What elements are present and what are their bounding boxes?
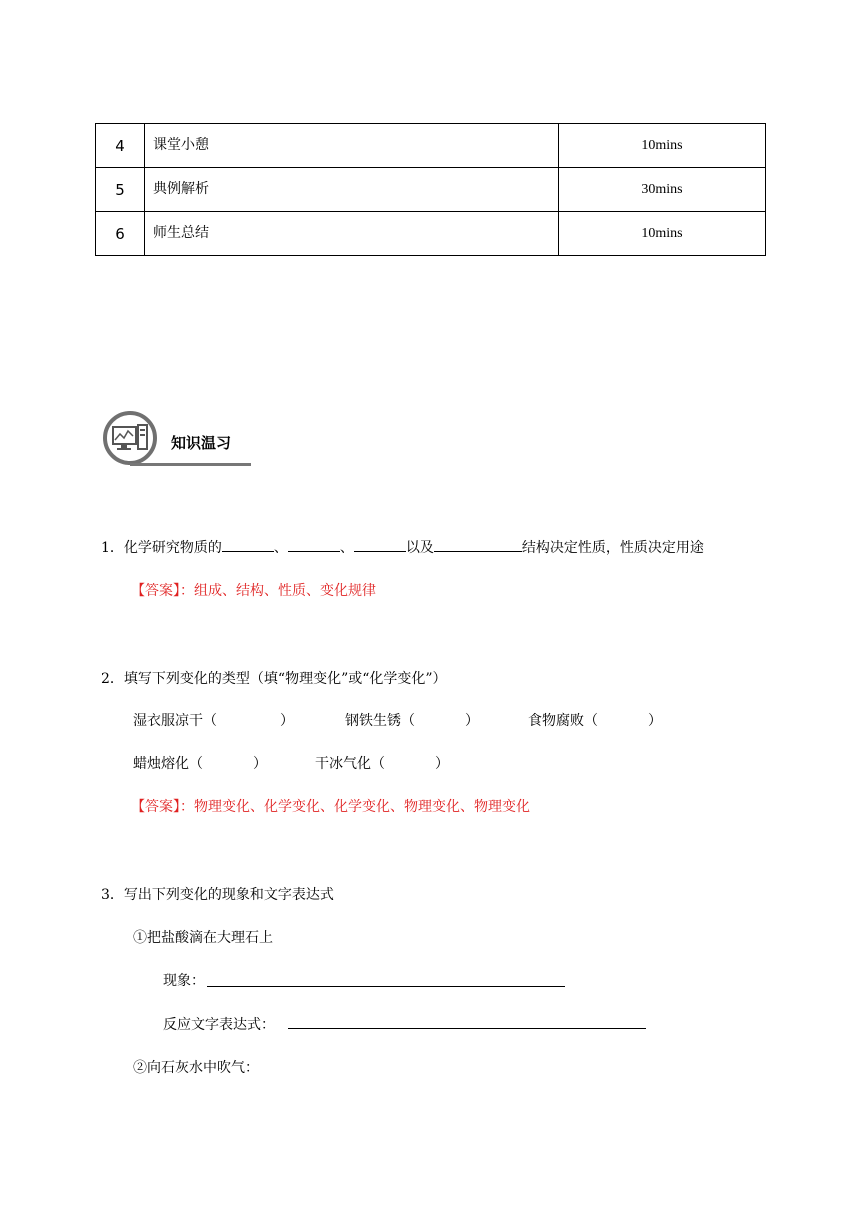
section-title: 知识温习	[171, 434, 232, 452]
question-2: 2．填写下列变化的类型（填“物理变化”或“化学变化”）	[101, 671, 447, 687]
row-item: 师生总结	[145, 212, 559, 256]
row-time: 10mins	[559, 212, 766, 256]
blank-item: 钢铁生锈（ ）	[345, 713, 479, 729]
blank-item: 食物腐败（ ）	[528, 713, 662, 729]
question-number: 2．	[101, 671, 124, 687]
answer-1	[131, 580, 376, 600]
table-row	[96, 124, 766, 168]
question-number: 1．	[101, 540, 124, 556]
answer-text: 组成、结构、性质、变化规律	[194, 583, 376, 599]
row-item: 课堂小憩	[145, 124, 559, 168]
answer-label: 【答案】：	[131, 799, 194, 815]
blank-item: 湿衣服凉干（ ）	[133, 713, 294, 729]
answer-text: 物理变化、化学变化、化学变化、物理变化、物理变化	[194, 799, 530, 815]
question-1: 1．化学研究物质的 、 、 以及 结构决定性质，性质决定用途	[101, 537, 704, 557]
answer-blank[interactable]	[288, 537, 340, 552]
expression-label: 反应文字表达式：	[163, 1017, 275, 1033]
answer-blank[interactable]	[434, 537, 522, 552]
row-number: 6	[96, 212, 145, 256]
table-row	[96, 212, 766, 256]
answer-blank[interactable]	[354, 537, 406, 552]
computer-icon	[102, 410, 162, 468]
question-3: 3．写出下列变化的现象和文字表达式	[101, 887, 334, 903]
schedule-table	[95, 123, 766, 256]
phenomenon-line[interactable]	[207, 986, 565, 987]
row-item: 典例解析	[145, 168, 559, 212]
row-number: 5	[96, 168, 145, 212]
answer-2	[131, 796, 530, 816]
question-number: 3．	[101, 887, 124, 903]
section-underline	[130, 463, 251, 466]
answer-label: 【答案】：	[131, 583, 194, 599]
blank-item: 蜡烛熔化（ ）	[133, 756, 267, 772]
sub-question-2: ②向石灰水中吹气：	[133, 1060, 259, 1076]
expression-line[interactable]	[288, 1028, 646, 1029]
phenomenon-label: 现象：	[163, 973, 205, 989]
row-time: 10mins	[559, 124, 766, 168]
row-time: 30mins	[559, 168, 766, 212]
answer-blank[interactable]	[222, 537, 274, 552]
table-row	[96, 168, 766, 212]
section-header	[102, 410, 262, 470]
row-number: 4	[96, 124, 145, 168]
sub-question-1: ①把盐酸滴在大理石上	[133, 930, 273, 946]
blank-item: 干冰气化（ ）	[315, 756, 449, 772]
